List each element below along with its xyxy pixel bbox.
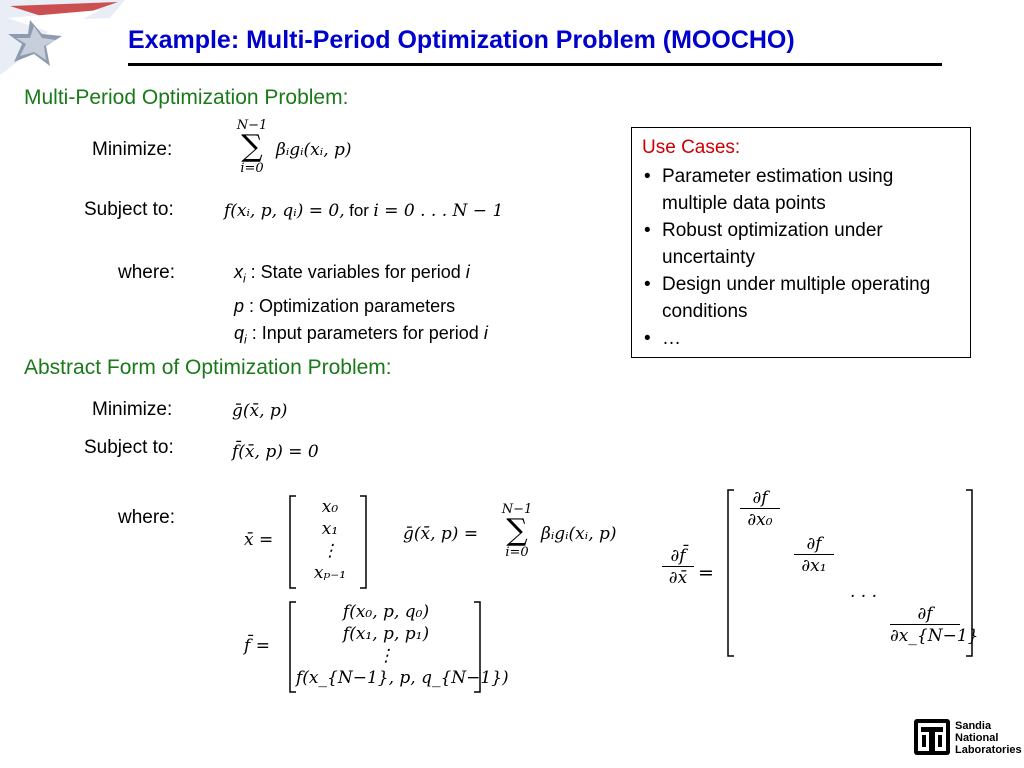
definition-q: $q_i$ : Input parameters for period i bbox=[234, 322, 488, 347]
xbar-entry: xₚ₋₁ bbox=[313, 563, 347, 583]
definition-x: $x_i$ : State variables for period i bbox=[234, 262, 470, 286]
use-cases-list bbox=[642, 163, 962, 352]
definition-p: p : Optimization parameters bbox=[234, 295, 456, 316]
index-range: i = 0 . . . N − 1 bbox=[373, 201, 504, 221]
jacobian-lhs bbox=[662, 546, 694, 589]
sandia-logo-text: Sandia National Laboratories bbox=[955, 720, 1022, 756]
variable-definitions bbox=[234, 259, 488, 353]
objective-expression: βᵢgᵢ(xᵢ, p) bbox=[276, 140, 352, 160]
xbar-lhs: x̄ = bbox=[244, 530, 274, 550]
fbar-entry: f(x₀, p, q₀) bbox=[342, 602, 430, 622]
fbar-entry: ⋮ bbox=[377, 646, 395, 666]
constraint-row bbox=[224, 201, 503, 221]
minimize-label: Minimize: bbox=[92, 139, 173, 160]
gbar-sum-symbol bbox=[497, 502, 537, 560]
gbar-lhs: ḡ(x̄, p) = bbox=[403, 524, 479, 544]
jacobian-dots: . . . bbox=[850, 582, 878, 602]
star-logo-graphic bbox=[0, 0, 125, 75]
xbar-entry: x₁ bbox=[321, 519, 339, 539]
gbar-sum-lower: i=0 bbox=[505, 545, 529, 560]
xbar-entries bbox=[300, 496, 360, 584]
abstract-subject-to-label: Subject to: bbox=[84, 437, 174, 458]
constraint-expression: f(xᵢ, p, qᵢ) = 0, bbox=[224, 201, 345, 221]
fbar-entry: f(x₁, p, p₁) bbox=[342, 624, 430, 644]
jacobian-lhs-numerator: ∂f̄ bbox=[662, 546, 694, 567]
subject-to-label: Subject to: bbox=[84, 199, 174, 220]
fbar-lhs: f̄ = bbox=[244, 636, 270, 656]
title-divider bbox=[128, 63, 942, 66]
sum-symbol bbox=[232, 118, 272, 176]
abstract-minimize-label: Minimize: bbox=[92, 399, 173, 420]
use-case-item: • Robust optimization under uncertainty bbox=[642, 217, 962, 271]
use-case-item: • … bbox=[642, 325, 962, 352]
use-case-item: • Parameter estimation using multiple data points bbox=[642, 163, 962, 217]
use-cases-title: Use Cases: bbox=[642, 137, 741, 158]
gbar-sum-upper: N−1 bbox=[501, 502, 533, 517]
xbar-entry: x₀ bbox=[321, 497, 339, 517]
fbar-entry: f(x_{N−1}, p, q_{N−1}) bbox=[296, 668, 509, 688]
jacobian-entry-1: ∂f ∂x₀ bbox=[740, 488, 780, 531]
slide-title: Example: Multi-Period Optimization Problem (MOOCHO) bbox=[128, 26, 795, 54]
jacobian-lhs-denominator: ∂x̄ bbox=[668, 568, 688, 588]
xbar-entry: ⋮ bbox=[321, 541, 339, 561]
sum-lower-limit: i=0 bbox=[240, 161, 264, 176]
sum-upper-limit: N−1 bbox=[236, 118, 268, 133]
abstract-heading: Abstract Form of Optimization Problem: bbox=[24, 356, 392, 379]
gbar-term: βᵢgᵢ(xᵢ, p) bbox=[541, 524, 617, 544]
abstract-where-label: where: bbox=[118, 507, 176, 528]
multi-period-heading: Multi-Period Optimization Problem: bbox=[24, 86, 349, 109]
sigma-icon: ∑ bbox=[241, 129, 263, 164]
sandia-thunderbird-icon bbox=[913, 718, 951, 756]
where-label: where: bbox=[118, 262, 176, 283]
jacobian-entry-2: ∂f ∂x₁ bbox=[794, 534, 834, 577]
jacobian-entry-3: ∂f ∂x_{N−1} bbox=[890, 604, 979, 646]
abstract-constraint: f̄(x̄, p) = 0 bbox=[232, 442, 319, 462]
for-word: for bbox=[349, 201, 369, 220]
gbar-sigma-icon: ∑ bbox=[506, 513, 528, 548]
abstract-objective: ḡ(x̄, p) bbox=[232, 401, 288, 421]
fbar-entries bbox=[296, 601, 509, 689]
use-case-item: • Design under multiple operating conditions bbox=[642, 271, 962, 325]
jacobian-equals: = bbox=[698, 562, 714, 584]
